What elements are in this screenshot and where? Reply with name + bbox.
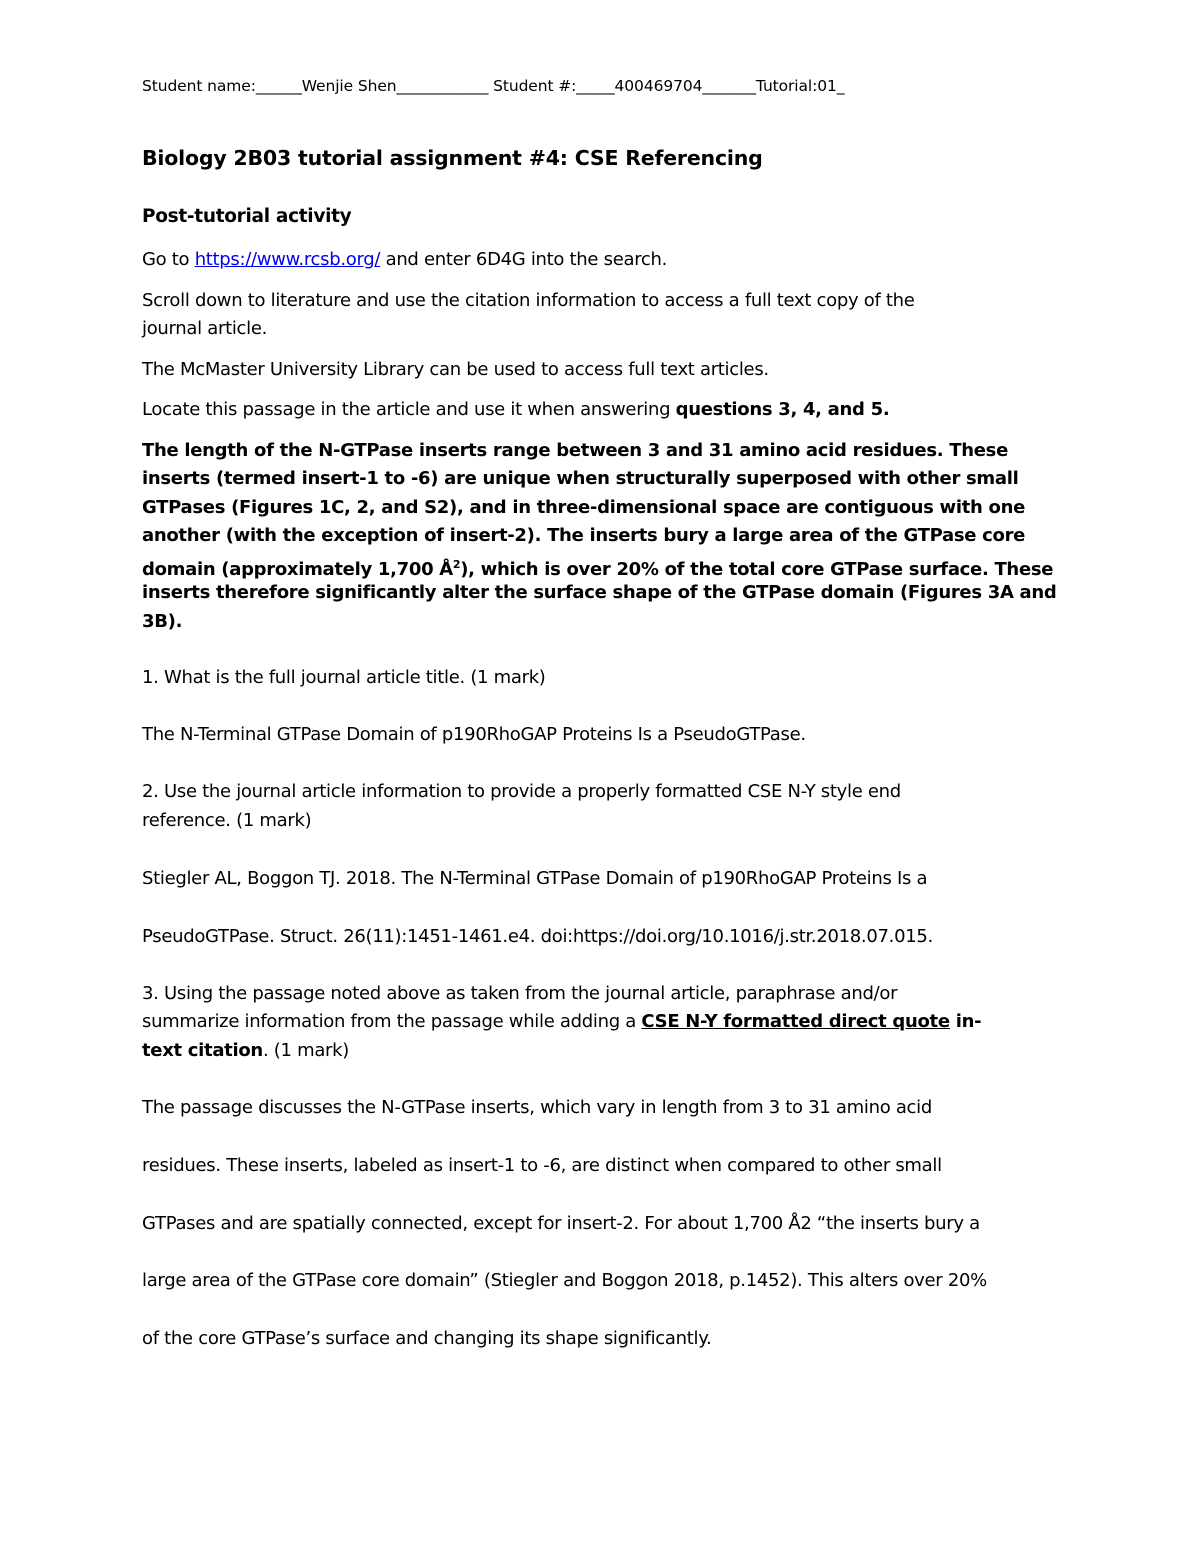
question-3-line-3 bbox=[142, 1039, 349, 1063]
passage-line: GTPases (Figures 1C, 2, and S2), and in three-dimensional space are contiguous with one bbox=[142, 497, 1026, 518]
superscript: 2 bbox=[452, 558, 461, 571]
question-3-line-1: 3. Using the passage noted above as taken from the journal article, paraphrase and/or bbox=[142, 983, 898, 1004]
question-3-line-2 bbox=[142, 1010, 981, 1034]
passage-line: The length of the N-GTPase inserts range between 3 and 31 amino acid residues. These bbox=[142, 440, 1008, 461]
question-1: 1. What is the full journal article title. (1 mark) bbox=[142, 667, 546, 688]
answer-3-line: large area of the GTPase core domain” (Stiegler and Boggon 2018, p.1452). This alters over 20% bbox=[142, 1270, 987, 1291]
passage-text: ), which is over 20% of the total core GTPase surface. These bbox=[460, 559, 1054, 580]
document-title: Biology 2B03 tutorial assignment #4: CSE Referencing bbox=[142, 146, 763, 170]
passage-line: 3B). bbox=[142, 611, 183, 632]
goto-instruction bbox=[142, 248, 667, 272]
locate-prefix: Locate this passage in the article and use it when answering bbox=[142, 399, 676, 420]
goto-suffix: and enter 6D4G into the search. bbox=[380, 249, 668, 270]
question-3-bold: text citation bbox=[142, 1040, 263, 1061]
section-subtitle: Post-tutorial activity bbox=[142, 206, 352, 227]
scroll-instruction-line-2: journal article. bbox=[142, 318, 268, 339]
question-2-line-1: 2. Use the journal article information to provide a properly formatted CSE N-Y style end bbox=[142, 781, 901, 802]
locate-questions: questions 3, 4, and 5. bbox=[675, 399, 890, 420]
question-2-line-2: reference. (1 mark) bbox=[142, 810, 312, 831]
locate-instruction bbox=[142, 398, 889, 422]
direct-quote-emphasis: CSE N-Y formatted direct quote bbox=[641, 1011, 950, 1032]
answer-2-line-2: PseudoGTPase. Struct. 26(11):1451-1461.e4. doi:https://doi.org/10.1016/j.str.2018.07.015. bbox=[142, 926, 933, 947]
answer-2-line-1: Stiegler AL, Boggon TJ. 2018. The N-Terminal GTPase Domain of p190RhoGAP Proteins Is a bbox=[142, 868, 928, 889]
rcsb-link[interactable]: https://www.rcsb.org/ bbox=[194, 249, 381, 270]
library-note: The McMaster University Library can be used to access full text articles. bbox=[142, 359, 769, 380]
student-info-header: Student name:______Wenjie Shen____________ Student #:_____400469704_______Tutorial:01_ bbox=[142, 77, 845, 95]
passage-line: inserts (termed insert-1 to -6) are unique when structurally superposed with other small bbox=[142, 468, 1019, 489]
passage-text: domain (approximately 1,700 Å bbox=[142, 559, 453, 580]
goto-prefix: Go to bbox=[142, 249, 195, 270]
question-3-text: summarize information from the passage while adding a bbox=[142, 1011, 642, 1032]
passage-line: inserts therefore significantly alter the surface shape of the GTPase domain (Figures 3A and bbox=[142, 582, 1057, 603]
scroll-instruction-line-1: Scroll down to literature and use the citation information to access a full text copy of the bbox=[142, 290, 915, 311]
answer-3-line: of the core GTPase’s surface and changing its shape significantly. bbox=[142, 1328, 712, 1349]
question-3-bold: in- bbox=[949, 1011, 982, 1032]
passage-line bbox=[142, 553, 1053, 582]
passage-line: another (with the exception of insert-2). The inserts bury a large area of the GTPase core bbox=[142, 525, 1026, 546]
answer-3-line: residues. These inserts, labeled as insert-1 to -6, are distinct when compared to other small bbox=[142, 1155, 942, 1176]
question-3-text: . (1 mark) bbox=[262, 1040, 350, 1061]
answer-3-line: GTPases and are spatially connected, except for insert-2. For about 1,700 Å2 “the inserts bury a bbox=[142, 1213, 980, 1234]
answer-1: The N-Terminal GTPase Domain of p190RhoGAP Proteins Is a PseudoGTPase. bbox=[142, 724, 806, 745]
answer-3-line: The passage discusses the N-GTPase inserts, which vary in length from 3 to 31 amino acid bbox=[142, 1097, 932, 1118]
